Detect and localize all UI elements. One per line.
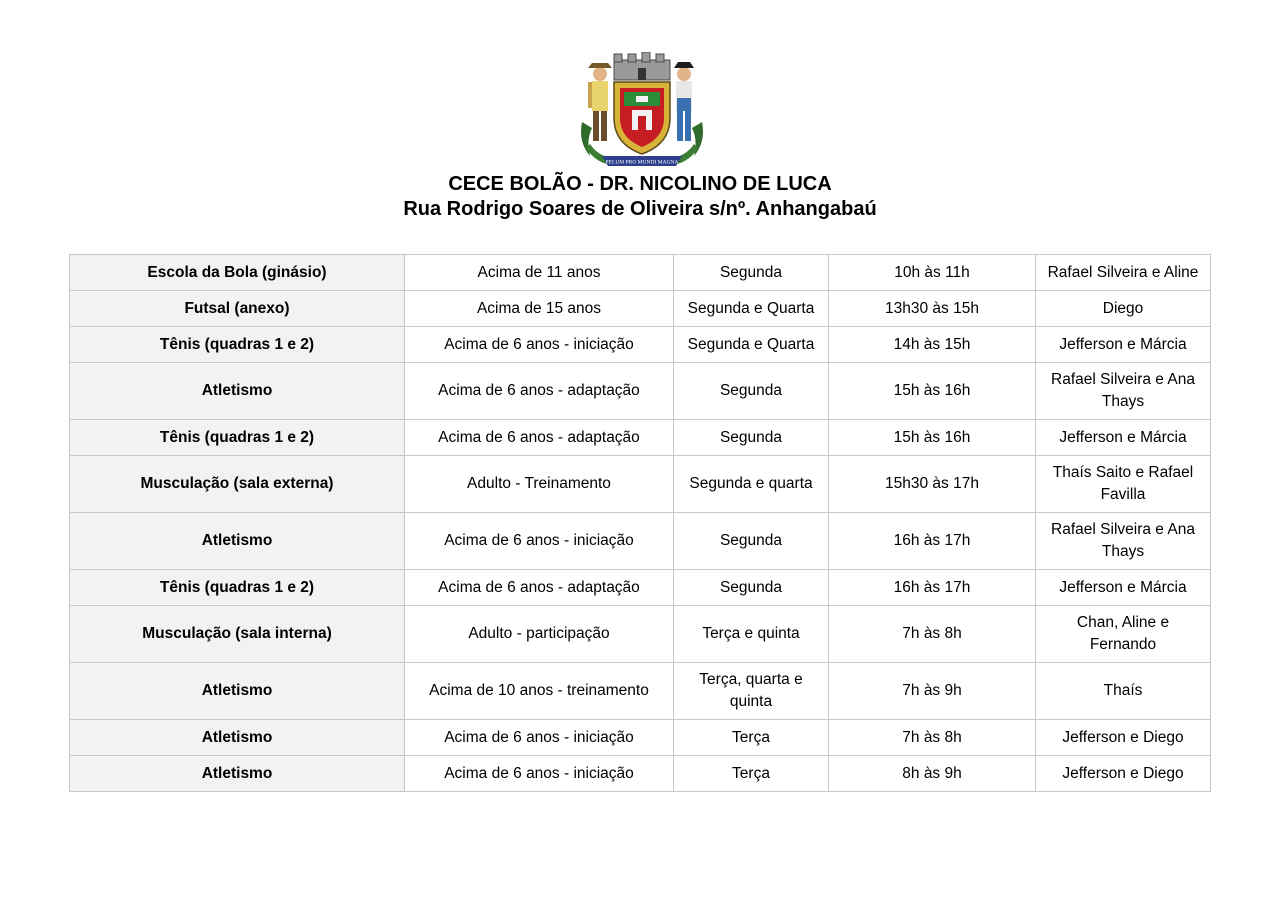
days-cell: Segunda e Quarta [674, 291, 829, 327]
days-cell: Segunda [674, 570, 829, 606]
days-cell: Terça e quinta [674, 606, 829, 663]
activity-cell: Tênis (quadras 1 e 2) [70, 327, 405, 363]
age-group-cell: Acima de 6 anos - adaptação [405, 363, 674, 420]
days-cell: Segunda [674, 513, 829, 570]
address-subtitle: Rua Rodrigo Soares de Oliveira s/nº. Anhangabaú [403, 198, 877, 220]
table-row [70, 663, 1211, 720]
activity-cell: Atletismo [70, 756, 405, 792]
crest-motto: PELUM PRO MUNDI MAGNA [605, 159, 679, 166]
time-cell: 7h às 8h [829, 606, 1036, 663]
time-cell: 15h às 16h [829, 420, 1036, 456]
days-cell: Terça [674, 756, 829, 792]
days-cell: Segunda [674, 255, 829, 291]
table-row [70, 720, 1211, 756]
age-group-cell: Acima de 6 anos - iniciação [405, 756, 674, 792]
instructor-cell: Jefferson e Márcia [1036, 327, 1211, 363]
activity-cell: Futsal (anexo) [70, 291, 405, 327]
table-row [70, 570, 1211, 606]
age-group-cell: Adulto - Treinamento [405, 456, 674, 513]
activity-cell: Atletismo [70, 663, 405, 720]
time-cell: 15h30 às 17h [829, 456, 1036, 513]
activity-cell: Musculação (sala interna) [70, 606, 405, 663]
time-cell: 10h às 11h [829, 255, 1036, 291]
instructor-cell: Jefferson e Diego [1036, 756, 1211, 792]
instructor-cell: Chan, Aline e Fernando [1036, 606, 1211, 663]
age-group-cell: Acima de 6 anos - adaptação [405, 570, 674, 606]
page-title: CECE BOLÃO - DR. NICOLINO DE LUCA [448, 173, 832, 195]
instructor-cell: Rafael Silveira e Ana Thays [1036, 513, 1211, 570]
age-group-cell: Acima de 15 anos [405, 291, 674, 327]
table-row [70, 255, 1211, 291]
table-row [70, 420, 1211, 456]
instructor-cell: Thaís Saito e Rafael Favilla [1036, 456, 1211, 513]
schedule-table [69, 254, 1211, 792]
table-row [70, 327, 1211, 363]
table-row [70, 513, 1211, 570]
age-group-cell: Acima de 11 anos [405, 255, 674, 291]
table-row [70, 291, 1211, 327]
age-group-cell: Acima de 6 anos - adaptação [405, 420, 674, 456]
days-cell: Terça [674, 720, 829, 756]
time-cell: 8h às 9h [829, 756, 1036, 792]
days-cell: Segunda e quarta [674, 456, 829, 513]
activity-cell: Musculação (sala externa) [70, 456, 405, 513]
activity-cell: Atletismo [70, 363, 405, 420]
table-row [70, 456, 1211, 513]
municipal-coat-of-arms-logo [576, 52, 708, 172]
time-cell: 16h às 17h [829, 513, 1036, 570]
instructor-cell: Thaís [1036, 663, 1211, 720]
days-cell: Segunda [674, 363, 829, 420]
time-cell: 15h às 16h [829, 363, 1036, 420]
time-cell: 13h30 às 15h [829, 291, 1036, 327]
time-cell: 14h às 15h [829, 327, 1036, 363]
days-cell: Segunda e Quarta [674, 327, 829, 363]
age-group-cell: Acima de 6 anos - iniciação [405, 513, 674, 570]
time-cell: 7h às 8h [829, 720, 1036, 756]
table-row [70, 606, 1211, 663]
instructor-cell: Jefferson e Márcia [1036, 570, 1211, 606]
instructor-cell: Rafael Silveira e Aline [1036, 255, 1211, 291]
age-group-cell: Acima de 6 anos - iniciação [405, 720, 674, 756]
time-cell: 7h às 9h [829, 663, 1036, 720]
age-group-cell: Acima de 6 anos - iniciação [405, 327, 674, 363]
table-row [70, 363, 1211, 420]
instructor-cell: Rafael Silveira e Ana Thays [1036, 363, 1211, 420]
days-cell: Terça, quarta e quinta [674, 663, 829, 720]
activity-cell: Atletismo [70, 720, 405, 756]
activity-cell: Atletismo [70, 513, 405, 570]
activity-cell: Tênis (quadras 1 e 2) [70, 570, 405, 606]
activity-cell: Escola da Bola (ginásio) [70, 255, 405, 291]
days-cell: Segunda [674, 420, 829, 456]
instructor-cell: Jefferson e Márcia [1036, 420, 1211, 456]
table-row [70, 756, 1211, 792]
time-cell: 16h às 17h [829, 570, 1036, 606]
instructor-cell: Diego [1036, 291, 1211, 327]
age-group-cell: Acima de 10 anos - treinamento [405, 663, 674, 720]
age-group-cell: Adulto - participação [405, 606, 674, 663]
activity-cell: Tênis (quadras 1 e 2) [70, 420, 405, 456]
instructor-cell: Jefferson e Diego [1036, 720, 1211, 756]
